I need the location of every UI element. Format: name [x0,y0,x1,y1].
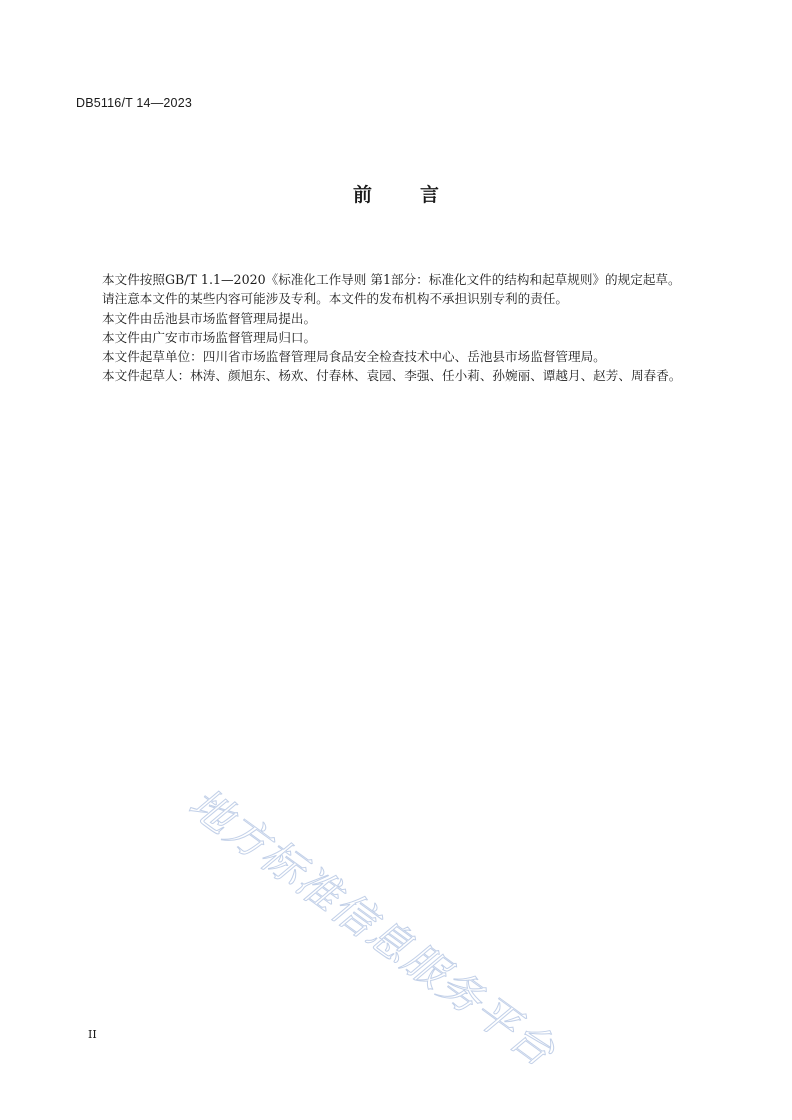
document-code: DB5116/T 14—2023 [76,96,193,110]
page-number: II [88,1028,97,1041]
preface-paragraph-drafters: 本文件起草人：林涛、颜旭东、杨欢、付春林、袁园、李强、任小莉、孙婉丽、谭越月、赵芳、周春香。 [102,368,682,384]
preface-body [76,270,700,386]
platform-watermark: 地方标准信息服务平台 [180,778,565,1077]
preface-paragraph-drafting-basis: 本文件按照GB/T 1.1—2020《标准化工作导则 第1部分：标准化文件的结构和起草规则》的规定起草。 [102,272,681,287]
preface-title-char-1: 前 [352,184,372,206]
preface-paragraph-proposer: 本文件由岳池县市场监督管理局提出。 [102,310,317,326]
preface-paragraph-drafting-units: 本文件起草单位：四川省市场监督管理局食品安全检查技术中心、岳池县市场监督管理局。 [102,349,606,365]
preface-title [0,180,792,207]
preface-paragraph-centralized-unit: 本文件由广安市市场监督管理局归口。 [102,329,317,345]
preface-title-char-2: 言 [420,184,440,206]
preface-paragraph-patent-notice: 请注意本文件的某些内容可能涉及专利。本文件的发布机构不承担识别专利的责任。 [102,291,568,307]
